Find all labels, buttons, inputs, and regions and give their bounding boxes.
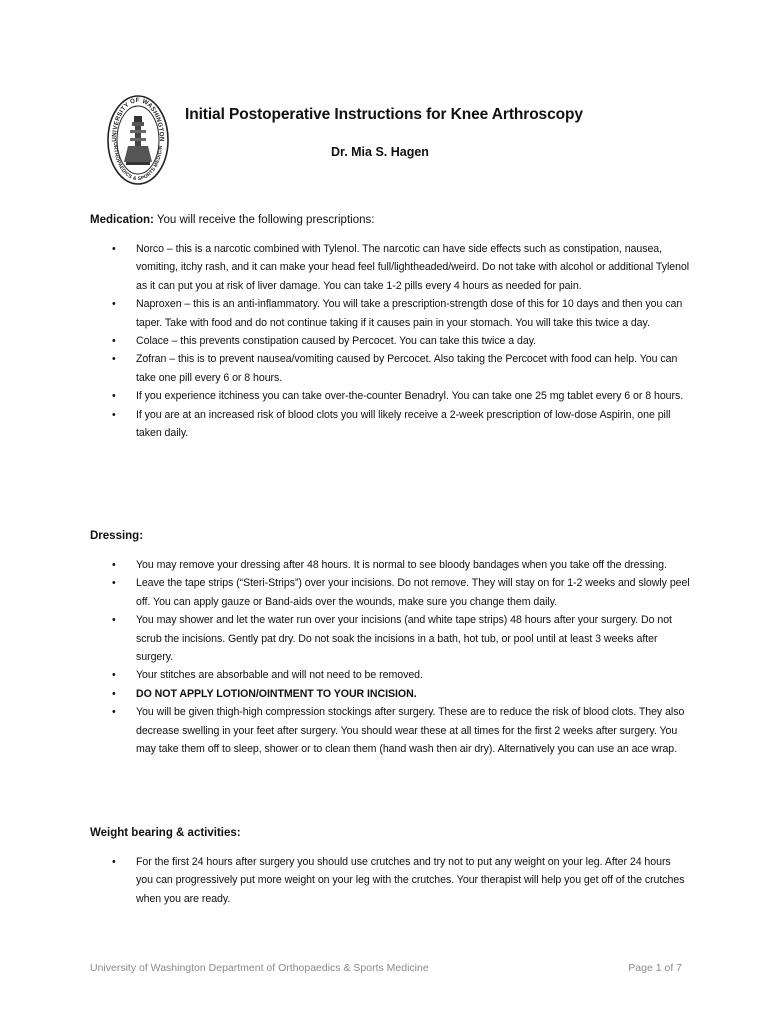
list-item: • Zofran – this is to prevent nausea/vomiting caused by Percocet. Also taking the Percocet with food can help. You can take one pill every 6 or 8 hours. (90, 350, 690, 387)
list-item: • Colace – this prevents constipation caused by Percocet. You can take this twice a day. (90, 332, 690, 350)
svg-text:ORTHOPAEDICS & SPORTS MEDICINE: ORTHOPAEDICS & SPORTS MEDICIN (111, 142, 165, 183)
medication-heading (90, 211, 690, 229)
bullet-icon: • (112, 687, 116, 700)
list-item: • DO NOT APPLY LOTION/OINTMENT TO YOUR INCISION. (90, 685, 690, 703)
medication-list (90, 240, 690, 442)
bullet-icon: • (112, 408, 116, 421)
list-item: • If you experience itchiness you can take over-the-counter Benadryl. You can take one 25 mg tablet every 6 or 8 hours. (90, 387, 690, 405)
weight-bearing-label: Weight bearing & activities: (90, 827, 241, 839)
dressing-list (90, 556, 690, 758)
document-author: Dr. Mia S. Hagen (331, 145, 429, 159)
list-item: • You will be given thigh-high compression stockings after surgery. These are to reduce the risk of blood clots. They also decrease swelling in your feet after surgery. You should wear these at all times for the first 2 weeks after surgery. You may take them off to sleep, shower or to clean them (hand wash then air dry). Alternatively you can use an ace wrap. (90, 703, 690, 758)
medication-label: Medication: (90, 214, 154, 226)
weight-bearing-heading (90, 824, 690, 842)
medication-intro: You will receive the following prescriptions: (156, 214, 375, 226)
list-item: • Norco – this is a narcotic combined with Tylenol. The narcotic can have side effects such as constipation, nausea, vomiting, itchy rash, and it can make your head feel full/lightheaded/weird. Do not take with alcohol or additional Tylenol as it can put you at risk of liver damage. You can take 1-2 pills every 4 hours as needed for pain. (90, 240, 690, 295)
bullet-icon: • (112, 559, 116, 571)
document-title: Initial Postoperative Instructions for Knee Arthroscopy (185, 106, 583, 123)
list-item: • If you are at an increased risk of blood clots you will likely receive a 2-week prescription of low-dose Aspirin, one pill taken daily. (90, 406, 690, 443)
bullet-icon: • (112, 856, 116, 868)
list-item: • Naproxen – this is an anti-inflammatory. You will take a prescription-strength dose of this for 10 days and then you can taper. Take with food and do not continue taking if it causes pain in your stomach. You will take this twice a day. (90, 295, 690, 332)
bullet-icon: • (112, 390, 116, 403)
dressing-heading (90, 527, 690, 545)
list-item: • Your stitches are absorbable and will not need to be removed. (90, 666, 690, 684)
bullet-icon: • (112, 706, 116, 719)
bullet-icon: • (112, 577, 116, 590)
bullet-icon: • (112, 669, 116, 682)
bullet-icon: • (112, 353, 116, 366)
weight-bearing-list (90, 853, 690, 908)
medication-section (90, 211, 690, 442)
bullet-icon: • (112, 243, 116, 255)
list-item: • Leave the tape strips (“Steri-Strips”) over your incisions. Do not remove. They will stay on for 1-2 weeks and slowly peel off. You can apply gauze or Band-aids over the wounds, make sure you change them daily. (90, 574, 690, 611)
footer-page-number: Page 1 of 7 (628, 962, 682, 974)
bullet-icon: • (112, 614, 116, 627)
list-item: • You may remove your dressing after 48 hours. It is normal to see bloody bandages when you take off the dressing. (90, 556, 690, 574)
weight-bearing-section (90, 824, 690, 908)
bullet-icon: • (112, 335, 116, 348)
dressing-section (90, 527, 690, 758)
footer-department: University of Washington Department of Orthopaedics & Sports Medicine (90, 962, 429, 974)
list-item: • You may shower and let the water run over your incisions (and white tape strips) 48 hours after your surgery. Do not scrub the incisions. Gently pat dry. Do not soak the incisions in a bath, hot tub, or pool until at least 3 weeks after surgery. (90, 611, 690, 666)
list-item: • For the first 24 hours after surgery you should use crutches and try not to put any weight on your leg. After 24 hours you can progressively put more weight on your leg with the crutches. Your therapist will help you get off of the crutches when you are ready. (90, 853, 690, 908)
dressing-label: Dressing: (90, 530, 144, 542)
svg-text:UNIVERSITY OF WASHINGTON: UNIVERSITY OF WASHINGTON (110, 96, 166, 142)
bullet-icon: • (112, 298, 116, 311)
university-seal-icon (106, 94, 170, 186)
